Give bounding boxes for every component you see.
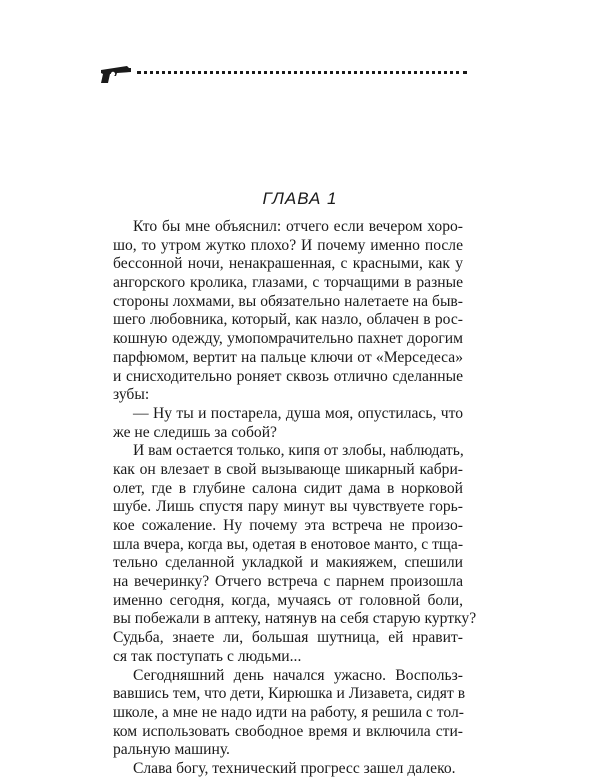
text-line: ком использовать свободное время и включила сти-: [113, 722, 463, 740]
text-line: бессонной ночи, ненакрашенная, с красными, как у: [113, 255, 463, 273]
text-line: шла вчера, когда вы, одетая в енотовое манто, с тща-: [113, 535, 464, 553]
text-line: Судьба, знаете ли, большая шутница, ей нравит-: [113, 629, 463, 647]
text-line: шего любовника, который, как назло, облачен в рос-: [113, 311, 463, 329]
revolver-icon: [97, 62, 133, 86]
text-line: шубе. Лишь спустя пару минут вы чувствуете горь-: [113, 498, 463, 516]
text-line: шо, то утром жутко плохо? И почему именно после: [113, 236, 463, 254]
dotted-rule: [137, 71, 467, 74]
text-line: зубы:: [113, 386, 150, 404]
text-line: кое сожаление. Ну почему эта встреча не произо-: [113, 517, 463, 534]
text-line: ральную машину.: [113, 741, 230, 759]
chapter-title: ГЛАВА 1: [262, 189, 338, 208]
text-line: Сегодняшний день начался ужасно. Воспольз-: [133, 666, 463, 684]
text-line: стороны лохмами, вы обязательно налетаете на быв-: [113, 292, 463, 310]
text-line: кошную одежду, умопомрачительно пахнет дорогим: [113, 330, 463, 348]
text-line: Слава богу, технический прогресс зашел далеко.: [133, 759, 456, 777]
text-line: И вам остается только, кипя от злобы, наблюдать,: [133, 442, 464, 460]
text-line: и снисходительно роняет сквозь отлично сделанные: [113, 367, 463, 385]
page-header-ornament: [97, 62, 469, 86]
text-line: на вечеринку? Отчего встреча с парнем произошла: [113, 573, 463, 591]
text-line: — Ну ты и постарела, душа моя, опустилась, что: [133, 404, 463, 422]
text-line: школе, а мне не надо идти на работу, я решила с тол-: [113, 703, 464, 721]
text-line: как он влезает в свой вызывающе шикарный кабри-: [113, 460, 463, 478]
text-line: тельно сделанной укладкой и макияжем, спешили: [113, 554, 463, 572]
text-line: вы побежали в аптеку, натянув на себя старую куртку?: [113, 610, 477, 628]
text-line: же не следишь за собой?: [113, 423, 277, 441]
text-line: парфюмом, вертит на пальце ключи от «Мерседеса»: [113, 348, 463, 366]
text-line: Кто бы мне объяснил: отчего если вечером хоро-: [133, 218, 463, 235]
text-line: ангорского кролика, глазами, с торчащими в разные: [113, 274, 463, 292]
text-line: именно сегодня, когда, мучаясь от головной боли,: [113, 591, 463, 609]
text-line: ся так поступать с людьми...: [113, 647, 302, 665]
text-line: вавшись тем, что дети, Кирюшка и Лизавета, сидят в: [113, 685, 466, 703]
text-line: олет, где в глубине салона сидит дама в норковой: [113, 479, 463, 497]
body-text: [113, 218, 477, 779]
